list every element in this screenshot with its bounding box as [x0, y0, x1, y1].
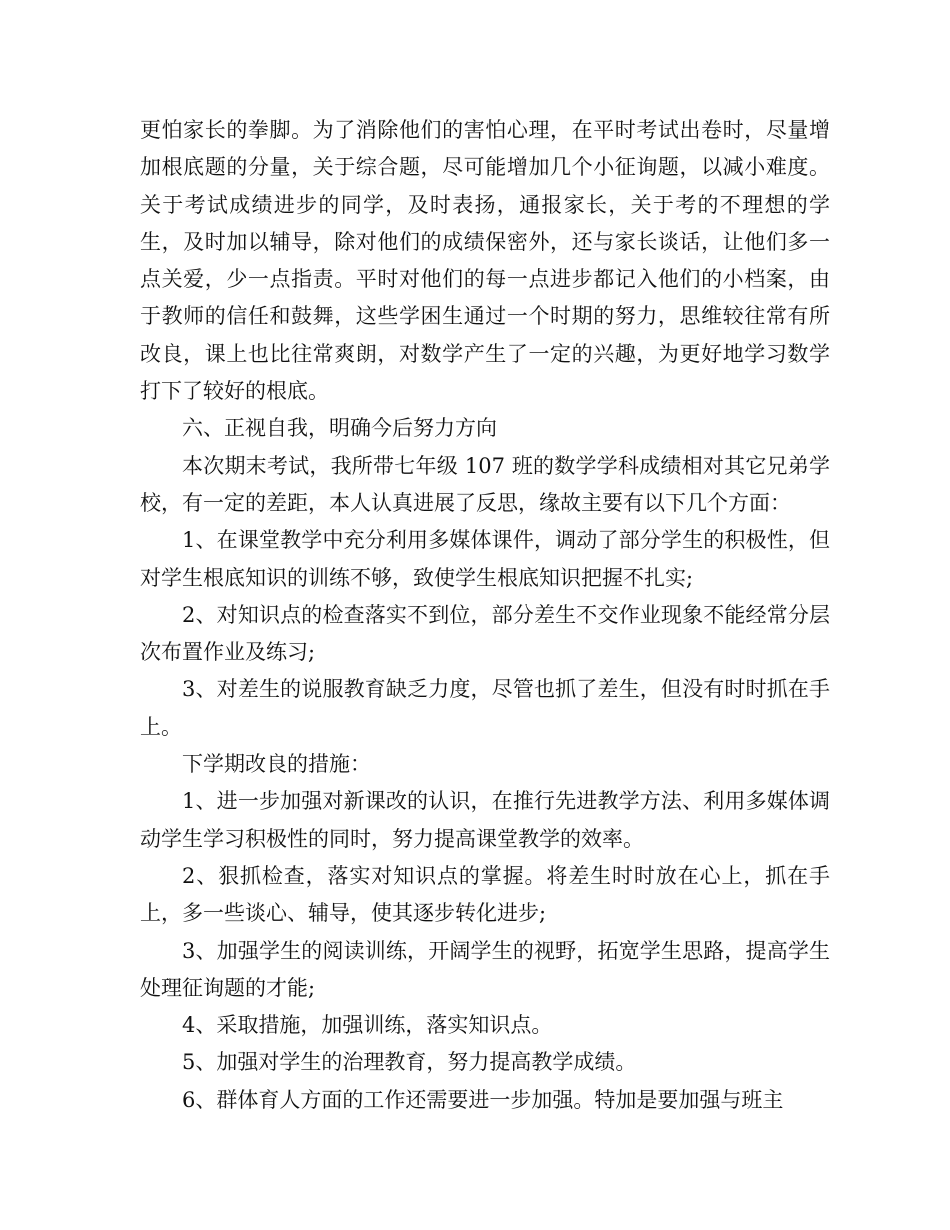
list-item-measure-5: 5、加强对学生的治理教育，努力提高教学成绩。: [182, 1050, 637, 1075]
list-item-measure-3: 3、加强学生的阅读训练，开阔学生的视野，拓宽学生思路，提高学生处理征询题的才能;: [140, 938, 830, 1000]
list-item-reason-1: 1、在课堂教学中充分利用多媒体课件，调动了部分学生的积极性，但对学生根底知识的训练不够，致使学生根底知识把握不扎实;: [140, 528, 830, 590]
section-heading: 六、正视自我，明确今后努力方向: [182, 416, 497, 441]
document-body: [140, 112, 830, 1119]
list-item-reason-3: 3、对差生的说服教育缺乏力度，尽管也抓了差生，但没有时时抓在手上。: [140, 677, 830, 739]
list-item-measure-6: 6、群体育人方面的工作还需要进一步加强。特加是要加强与班主: [182, 1087, 784, 1112]
paragraph-3: 本次期末考试，我所带七年级 107 班的数学学科成绩相对其它兄弟学校，有一定的差距，本人认真进展了反思，缘故主要有以下几个方面：: [140, 453, 830, 515]
list-item-measure-1: 1、进一步加强对新课改的认识，在推行先进教学方法、利用多媒体调动学生学习积极性的同时，努力提高课堂教学的效率。: [140, 789, 830, 851]
list-item-measure-4: 4、采取措施，加强训练，落实知识点。: [182, 1013, 553, 1038]
list-item-reason-2: 2、对知识点的检查落实不到位，部分差生不交作业现象不能经常分层次布置作业及练习;: [140, 602, 830, 665]
paragraph-1: 更怕家长的拳脚。为了消除他们的害怕心理，在平时考试出卷时，尽量增加根底题的分量，关于综合题，尽可能增加几个小征询题，以减小难度。关于考试成绩进步的同学，及时表扬，通报家长，关于考的不理想的学生，及时加以辅导，除对他们的成绩保密外，还与家长谈话，让他们多一点关爱，少一点指责。平时对他们的每一点进步都记入他们的小档案，由于教师的信任和鼓舞，这些学困生通过一个时期的努力，思维较往常有所改良，课上也比往常爽朗，对数学产生了一定的兴趣，为更好地学习数学打下了较好的根底。: [140, 118, 830, 404]
list-item-measure-2: 2、狠抓检查，落实对知识点的掌握。将差生时时放在心上，抓在手上，多一些谈心、辅导，使其逐步转化进步;: [140, 863, 830, 926]
subheading-measures: 下学期改良的措施：: [182, 752, 371, 777]
